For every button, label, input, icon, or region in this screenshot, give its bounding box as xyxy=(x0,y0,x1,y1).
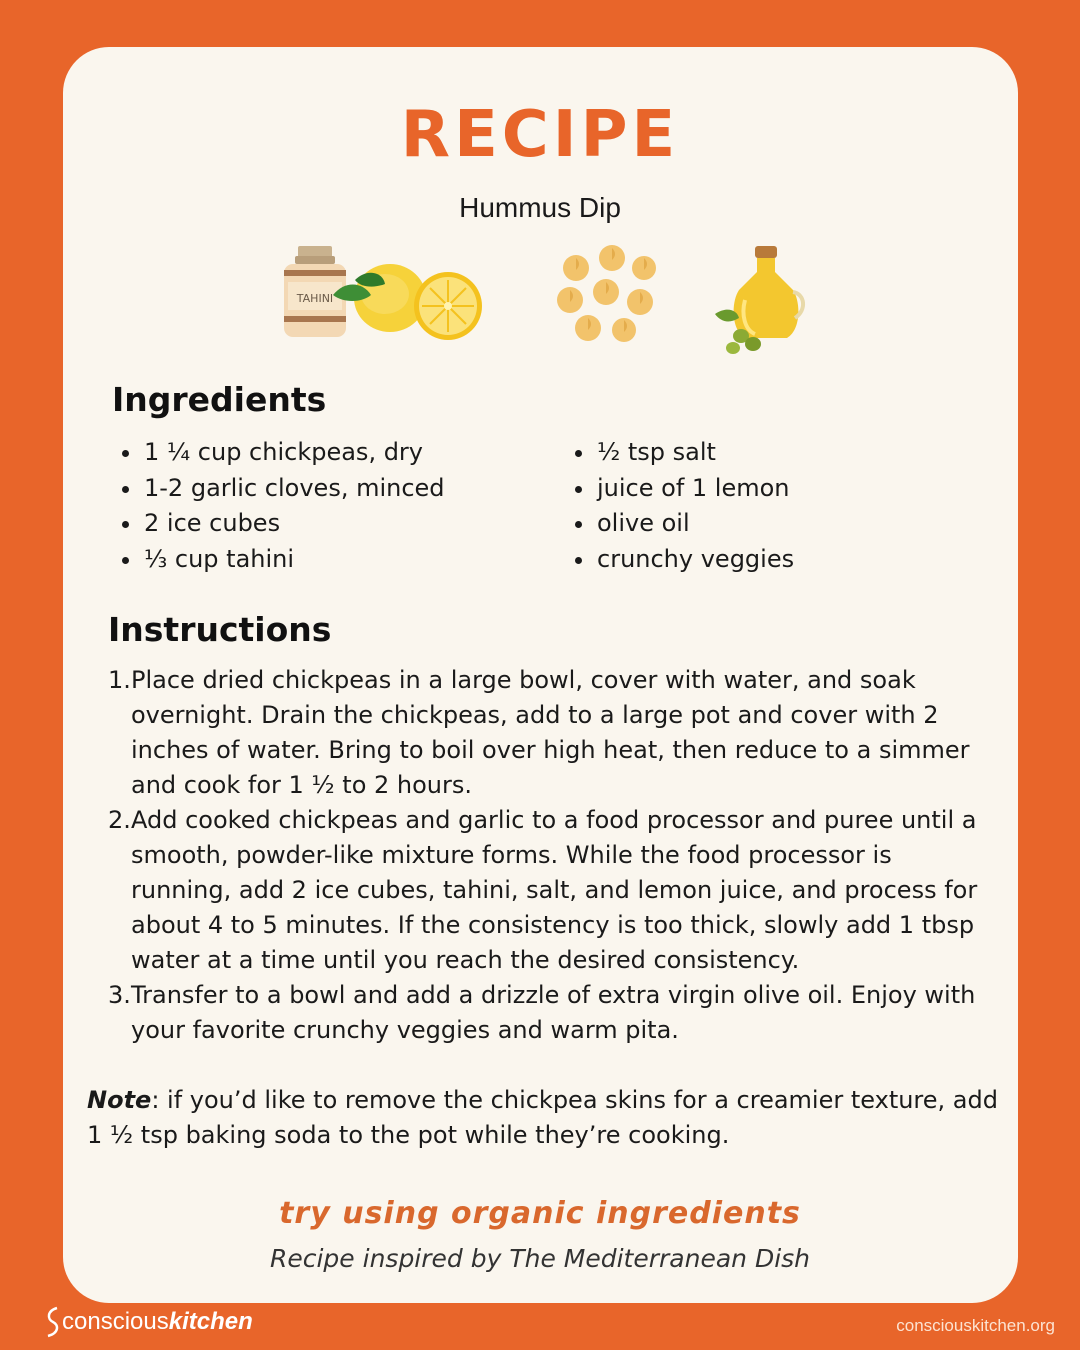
olive-oil-icon xyxy=(705,240,825,350)
list-item: 2 ice cubes xyxy=(118,506,445,542)
instructions-list xyxy=(108,663,998,1048)
note-label: Note xyxy=(87,1086,152,1114)
website-url[interactable]: consciouskitchen.org xyxy=(896,1316,1055,1335)
logo-text-conscious: conscious xyxy=(62,1308,169,1335)
ingredient-icons xyxy=(0,240,1080,360)
step-number: 3. xyxy=(108,981,131,1009)
logo-text-kitchen: kitchen xyxy=(168,1308,253,1335)
list-item: juice of 1 lemon xyxy=(571,471,794,507)
ingredients-heading: Ingredients xyxy=(112,380,327,419)
list-item: 1 ¼ cup chickpeas, dry xyxy=(118,435,445,471)
list-item: ½ tsp salt xyxy=(571,435,794,471)
step-text: Add cooked chickpeas and garlic to a food processor and puree until a smooth, powder-like mixture forms. While the food processor is running, add 2 ice cubes, tahini, salt, and lemon juice, and process for about 4 to 5 minutes. If the consistency is too thick, slowly add 1 tbsp water at a time until you reach the desired consistency. xyxy=(131,806,978,974)
organic-tip: try using organic ingredients xyxy=(279,1196,801,1231)
instruction-step xyxy=(108,803,998,978)
recipe-name: Hummus Dip xyxy=(459,192,621,223)
instructions-heading: Instructions xyxy=(108,610,332,649)
list-item: crunchy veggies xyxy=(571,542,794,578)
ingredients-list-right xyxy=(571,435,794,577)
list-item: olive oil xyxy=(571,506,794,542)
step-number: 1. xyxy=(108,666,131,694)
recipe-credit: Recipe inspired by The Mediterranean Dish xyxy=(269,1244,811,1273)
step-text: Place dried chickpeas in a large bowl, cover with water, and soak overnight. Drain the chickpeas, add to a large pot and cover with 2 inches of water. Bring to boil over high heat, then reduce to a simmer and cook for 1 ½ to 2 hours. xyxy=(131,666,970,799)
recipe-note xyxy=(87,1083,1007,1153)
leaf-swirl-icon xyxy=(44,1305,62,1339)
list-item: 1-2 garlic cloves, minced xyxy=(118,471,445,507)
instruction-step xyxy=(108,663,998,803)
list-item: ⅓ cup tahini xyxy=(118,542,445,578)
lemon-icon xyxy=(325,240,505,350)
chickpeas-icon xyxy=(548,240,668,350)
step-text: Transfer to a bowl and add a drizzle of extra virgin olive oil. Enjoy with your favorite crunchy veggies and warm pita. xyxy=(131,981,976,1044)
step-number: 2. xyxy=(108,806,131,834)
ingredients-list-left xyxy=(118,435,445,577)
brand-logo xyxy=(44,1302,253,1342)
note-text: : if you’d like to remove the chickpea skins for a creamier texture, add 1 ½ tsp baking soda to the pot while they’re cooking. xyxy=(87,1086,998,1149)
instruction-step xyxy=(108,978,998,1048)
page-title: RECIPE xyxy=(400,98,680,172)
svg-text:TAHINI: TAHINI xyxy=(296,292,334,305)
